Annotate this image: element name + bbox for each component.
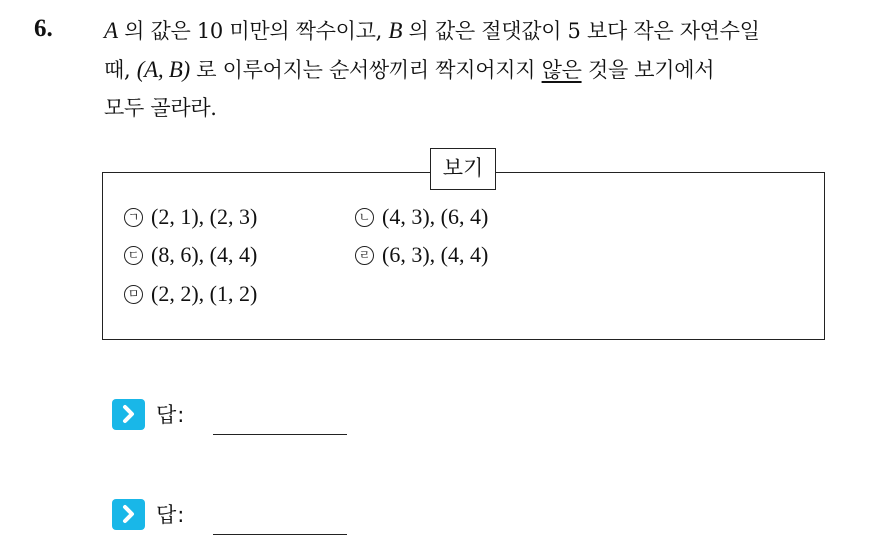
question-line-1-part-2: 의 값은 절댓값이 5 보다 작은 자연수일 xyxy=(408,19,760,43)
answer-blank-2[interactable] xyxy=(213,534,347,535)
answer-row-2 xyxy=(112,497,185,531)
answer-blank-1[interactable] xyxy=(213,434,347,435)
choice-rieul xyxy=(355,241,488,269)
chevron-right-icon xyxy=(112,499,145,530)
question-line-3: 모두 골라라. xyxy=(104,96,217,120)
chevron-right-icon xyxy=(112,399,145,430)
choice-text-rieul: (6, 3), (4, 4) xyxy=(382,242,489,267)
question-line-2 xyxy=(104,51,869,90)
question-line-2-part-2: 로 이루어지는 순서쌍끼리 짝지어지지 xyxy=(196,57,536,82)
chevron-right-icon-svg xyxy=(120,404,138,424)
choice-mieum xyxy=(124,280,257,308)
ordered-pair-notation: (A, B) xyxy=(136,56,190,82)
answer-label-1: 답: xyxy=(156,403,186,427)
choice-text-giyeok: (2, 1), (2, 3) xyxy=(151,204,258,229)
choice-text-digeut: (8, 6), (4, 4) xyxy=(151,242,258,267)
question-line-2-part-1: 때, xyxy=(104,57,131,82)
answer-label-2: 답: xyxy=(156,503,186,527)
choice-marker-giyeok: ㄱ xyxy=(124,208,143,227)
question-line-1 xyxy=(104,12,869,51)
bogi-title: 보기 xyxy=(430,148,496,190)
choice-text-nieun: (4, 3), (6, 4) xyxy=(382,204,489,229)
choice-digeut xyxy=(124,241,257,269)
chevron-right-icon-svg xyxy=(120,504,138,524)
answer-row-1 xyxy=(112,397,185,431)
choice-marker-rieul: ㄹ xyxy=(355,246,374,265)
choice-marker-nieun: ㄴ xyxy=(355,208,374,227)
choice-marker-digeut: ㄷ xyxy=(124,246,143,265)
question-line-2-part-3: 것을 보기에서 xyxy=(587,57,715,82)
choice-marker-mieum: ㅁ xyxy=(124,285,143,304)
variable-b: B xyxy=(388,18,403,43)
choice-giyeok xyxy=(124,203,257,231)
choice-nieun xyxy=(355,203,488,231)
variable-a: A xyxy=(104,18,118,43)
question-number: 6. xyxy=(34,15,53,42)
choice-text-mieum: (2, 2), (1, 2) xyxy=(151,281,258,306)
underlined-word: 않은 xyxy=(541,57,582,82)
question-text xyxy=(104,12,869,128)
question-line-1-part-1: 의 값은 10 미만의 짝수이고, xyxy=(124,19,382,43)
